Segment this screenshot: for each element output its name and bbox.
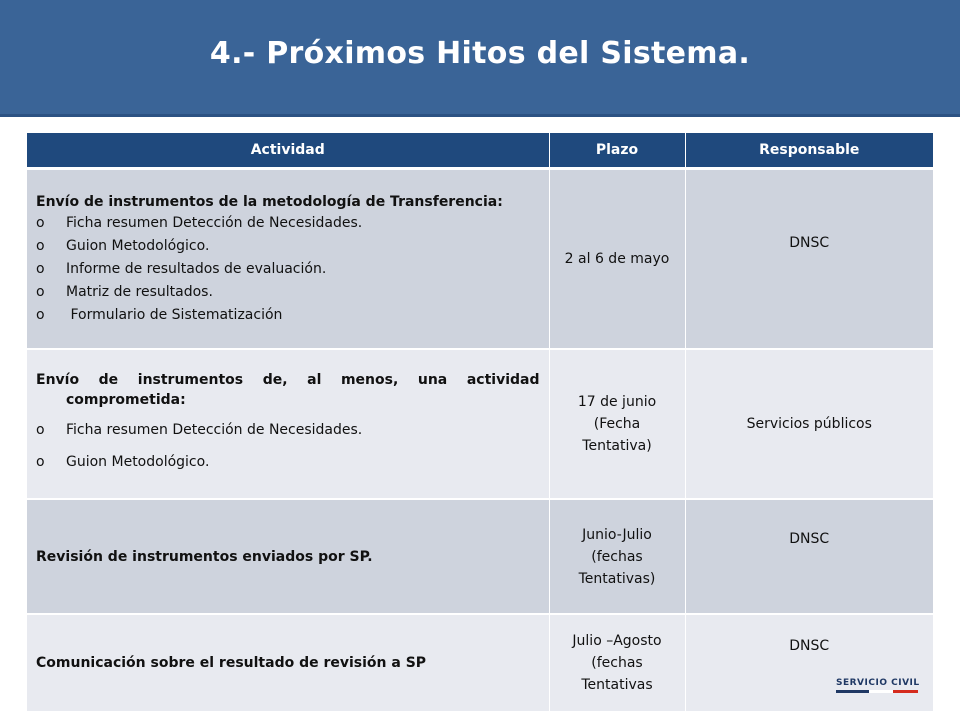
actividad-cell: [27, 614, 549, 712]
plazo-cell: [549, 614, 685, 712]
bullet-icon: o: [36, 283, 45, 300]
table-row: [27, 349, 933, 499]
slide-title: 4.- Próximos Hitos del Sistema.: [209, 36, 751, 71]
plazo-text: Tentativas): [578, 570, 656, 587]
actividad-cell: [27, 349, 549, 499]
plazo-cell: [549, 349, 685, 499]
table-row: [27, 614, 933, 712]
activity-title: Revisión de instrumentos enviados por SP.: [36, 548, 373, 565]
column-header-actividad: Actividad: [27, 133, 549, 169]
bullet-icon: o: [36, 306, 45, 323]
responsable-text: Servicios públicos: [746, 416, 872, 432]
responsable-text: DNSC: [789, 235, 830, 251]
table-header-row: [27, 133, 933, 169]
activity-item-list: [36, 212, 540, 327]
plazo-cell: [549, 169, 685, 350]
activity-title: Envío de instrumentos de, al menos, una actividad comprometida:: [36, 372, 540, 408]
list-item: o Ficha resumen Detección de Necesidades.: [36, 414, 540, 446]
bullet-icon: o: [36, 237, 45, 254]
responsable-cell: [685, 349, 933, 499]
responsable-cell: [685, 499, 933, 614]
bullet-icon: o: [36, 214, 45, 231]
table-row: [27, 169, 933, 350]
plazo-cell: [549, 499, 685, 614]
bullet-icon: o: [36, 260, 45, 277]
column-header-responsable: Responsable: [685, 133, 933, 169]
plazo-text: Julio –Agosto: [572, 633, 662, 649]
activity-title: Comunicación sobre el resultado de revisión a SP: [36, 655, 427, 671]
activity-title: Envío de instrumentos de la metodología de Transferencia:: [36, 193, 503, 210]
plazo-text: 2 al 6 de mayo: [564, 251, 670, 267]
plazo-text: Junio-Julio: [582, 526, 652, 543]
column-header-plazo: Plazo: [549, 133, 685, 169]
plazo-text: (Fecha: [593, 416, 641, 432]
activity-item-list: [36, 414, 540, 478]
plazo-text: 17 de junio: [577, 394, 657, 410]
actividad-cell: [27, 169, 549, 350]
list-item: o Informe de resultados de evaluación.: [36, 258, 540, 281]
plazo-text: (fechas: [591, 548, 643, 565]
list-item: o Matriz de resultados.: [36, 281, 540, 304]
plazo-text: Tentativas: [581, 677, 653, 693]
bullet-icon: o: [36, 422, 45, 438]
actividad-cell: [27, 499, 549, 614]
responsable-text: DNSC: [789, 638, 830, 654]
plazo-text: (fechas: [591, 655, 643, 671]
logo-text: SERVICIO CIVIL: [836, 678, 920, 688]
responsable-cell: [685, 614, 933, 712]
list-item: o Guion Metodológico.: [36, 446, 540, 478]
list-item: o Ficha resumen Detección de Necesidades.: [36, 212, 540, 235]
table-row: [27, 499, 933, 614]
logo-flag-bar: [836, 690, 918, 693]
bullet-icon: o: [36, 454, 45, 470]
list-item: o Formulario de Sistematización: [36, 304, 540, 327]
list-item: o Guion Metodológico.: [36, 235, 540, 258]
plazo-text: Tentativa): [582, 438, 652, 454]
responsable-text: DNSC: [789, 531, 830, 547]
responsable-cell: [685, 169, 933, 350]
servicio-civil-logo: [836, 678, 918, 693]
title-banner: [0, 0, 960, 117]
milestones-table: [27, 133, 933, 713]
